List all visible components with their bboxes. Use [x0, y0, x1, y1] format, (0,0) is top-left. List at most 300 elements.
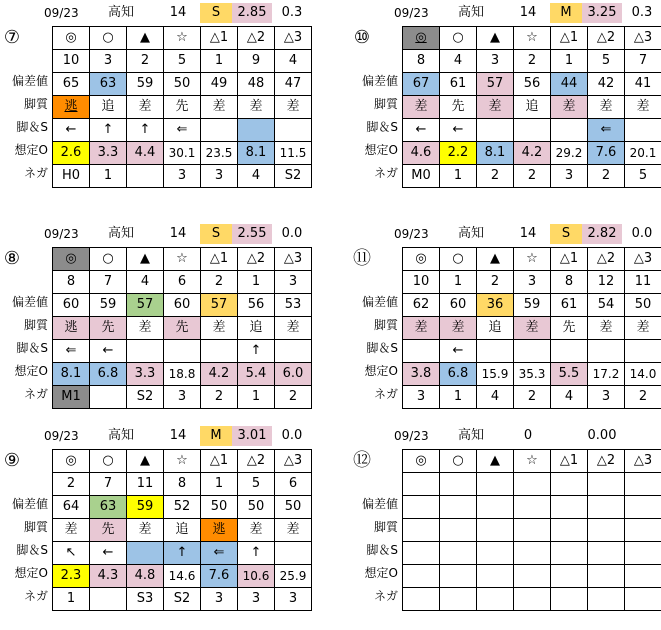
- running-style-cell: [403, 519, 440, 542]
- row-label: 想定O: [0, 139, 50, 162]
- deviation-cell: 67: [403, 73, 440, 96]
- prediction-grid: [52, 449, 312, 611]
- deviation-cell: [440, 496, 477, 519]
- horse-number-cell: 8: [551, 271, 588, 294]
- arrow-cell: [275, 340, 312, 363]
- row-label-spacer: [350, 245, 400, 268]
- horse-number-cell: [551, 473, 588, 496]
- odds-cell: 18.8: [164, 363, 201, 386]
- mark-cell: ○: [90, 27, 127, 50]
- odds-cell: 8.1: [477, 142, 514, 165]
- arrow-cell: [625, 119, 661, 142]
- running-style-cell: 追: [477, 317, 514, 340]
- pace-badge: S: [200, 224, 232, 244]
- nega-cell: [588, 588, 625, 611]
- mark-cell: ☆: [164, 248, 201, 271]
- nega-cell: [625, 588, 661, 611]
- horse-number-cell: 5: [238, 473, 275, 496]
- odds-cell: 30.1: [164, 142, 201, 165]
- horse-number-cell: 8: [403, 50, 440, 73]
- runner-count: 14: [166, 426, 190, 446]
- race-header: [350, 223, 661, 245]
- odds-cell: 6.8: [90, 363, 127, 386]
- odds-cell: 8.1: [238, 142, 275, 165]
- mark-cell: △2: [588, 27, 625, 50]
- mark-cell: △2: [238, 248, 275, 271]
- row-label: 想定O: [350, 360, 400, 383]
- deviation-cell: 60: [164, 294, 201, 317]
- deviation-cell: 49: [201, 73, 238, 96]
- horse-number-cell: 10: [403, 271, 440, 294]
- nega-row: [403, 588, 661, 611]
- arrow-cell: ←: [440, 340, 477, 363]
- mark-cell: △2: [588, 248, 625, 271]
- race-date: 09/23: [394, 426, 429, 446]
- arrow-cell: [514, 542, 551, 565]
- nega-cell: S2: [275, 165, 312, 188]
- running-style-cell: 差: [127, 96, 164, 119]
- row-label: 想定O: [350, 139, 400, 162]
- nega-cell: S2: [164, 588, 201, 611]
- nega-cell: 1: [440, 386, 477, 409]
- index-value: 2.55: [232, 224, 272, 244]
- nega-cell: 5: [625, 165, 661, 188]
- deviation-cell: 54: [588, 294, 625, 317]
- adjust-value: [622, 426, 661, 446]
- mark-cell: △1: [551, 450, 588, 473]
- race-date: 09/23: [44, 426, 79, 446]
- mark-cell: ○: [90, 450, 127, 473]
- pace-badge: [550, 426, 582, 446]
- running-style-cell: 逃: [201, 519, 238, 542]
- prediction-grid: [402, 247, 661, 409]
- horse-number-cell: 2: [53, 473, 90, 496]
- running-style-cell: 差: [238, 96, 275, 119]
- deviation-cell: 41: [625, 73, 661, 96]
- running-style-cell: [477, 519, 514, 542]
- horse-number-cell: 3: [514, 271, 551, 294]
- row-label: 偏差値: [0, 493, 50, 516]
- deviation-cell: [477, 496, 514, 519]
- row-label-spacer: [350, 268, 400, 291]
- row-label: ネガ: [0, 162, 50, 185]
- horse-number-cell: 1: [551, 50, 588, 73]
- horse-number-cell: 10: [53, 50, 90, 73]
- arrow-cell: ⇐: [201, 542, 238, 565]
- horse-number-cell: 2: [477, 271, 514, 294]
- running-style-cell: [514, 519, 551, 542]
- running-style-cell: 差: [275, 317, 312, 340]
- nega-cell: 3: [201, 588, 238, 611]
- odds-cell: [477, 565, 514, 588]
- running-style-cell: [625, 519, 661, 542]
- deviation-cell: 64: [53, 496, 90, 519]
- nega-cell: 2: [514, 386, 551, 409]
- deviation-cell: 42: [588, 73, 625, 96]
- deviation-cell: [625, 496, 661, 519]
- race-number: ⑩: [352, 28, 372, 48]
- running-style-cell: 差: [551, 96, 588, 119]
- horse-number-row: [53, 473, 312, 496]
- odds-cell: 2.2: [440, 142, 477, 165]
- mark-cell: ◎: [403, 27, 440, 50]
- odds-row: [53, 363, 312, 386]
- running-style-cell: 差: [514, 317, 551, 340]
- nega-cell: [90, 588, 127, 611]
- deviation-cell: 61: [551, 294, 588, 317]
- horse-number-row: [403, 473, 661, 496]
- arrow-cell: [403, 340, 440, 363]
- odds-cell: [588, 565, 625, 588]
- row-label-spacer: [0, 47, 50, 70]
- horse-number-cell: 2: [201, 271, 238, 294]
- running-style-cell: 差: [588, 317, 625, 340]
- running-style-cell: 差: [403, 96, 440, 119]
- deviation-row: [403, 496, 661, 519]
- running-style-cell: [551, 519, 588, 542]
- mark-cell: △3: [625, 450, 661, 473]
- deviation-cell: [403, 496, 440, 519]
- nega-cell: 2: [625, 386, 661, 409]
- odds-cell: 15.9: [477, 363, 514, 386]
- odds-cell: 3.3: [90, 142, 127, 165]
- pace-badge: S: [200, 3, 232, 23]
- arrow-cell: [403, 542, 440, 565]
- nega-cell: 2: [477, 165, 514, 188]
- horse-number-cell: 7: [90, 473, 127, 496]
- deviation-cell: 65: [53, 73, 90, 96]
- venue-name: 高知: [458, 3, 508, 23]
- horse-number-cell: [625, 473, 661, 496]
- race-number: ⑪: [352, 249, 372, 269]
- running-style-cell: 追: [164, 519, 201, 542]
- row-label: 脚質: [350, 314, 400, 337]
- odds-cell: 5.5: [551, 363, 588, 386]
- arrow-row: [403, 340, 661, 363]
- arrow-cell: [551, 119, 588, 142]
- race-panel: [350, 223, 661, 428]
- race-panel: [0, 223, 320, 428]
- odds-cell: 11.5: [275, 142, 312, 165]
- odds-cell: 4.3: [90, 565, 127, 588]
- deviation-row: [53, 294, 312, 317]
- odds-cell: 6.0: [275, 363, 312, 386]
- running-style-row: [403, 317, 661, 340]
- nega-cell: M1: [53, 386, 90, 409]
- race-panel: [350, 425, 661, 630]
- row-label: 偏差値: [350, 70, 400, 93]
- horse-number-row: [53, 50, 312, 73]
- odds-cell: 4.6: [403, 142, 440, 165]
- running-style-cell: 差: [440, 317, 477, 340]
- adjust-value: 0.3: [272, 3, 312, 23]
- row-label-spacer: [350, 470, 400, 493]
- odds-cell: [440, 565, 477, 588]
- running-style-cell: 差: [53, 519, 90, 542]
- row-label: 脚＆S: [0, 116, 50, 139]
- mark-cell: ☆: [164, 27, 201, 50]
- running-style-cell: 差: [201, 96, 238, 119]
- horse-number-cell: 3: [90, 50, 127, 73]
- row-label-spacer: [0, 245, 50, 268]
- race-number: ⑦: [2, 28, 22, 48]
- running-style-cell: 差: [403, 317, 440, 340]
- deviation-cell: 50: [164, 73, 201, 96]
- deviation-cell: 57: [201, 294, 238, 317]
- arrow-cell: [588, 340, 625, 363]
- mark-cell: △3: [275, 450, 312, 473]
- index-value: 2.85: [232, 3, 272, 23]
- mark-cell: ◎: [403, 450, 440, 473]
- arrow-cell: [477, 119, 514, 142]
- horse-number-row: [403, 271, 661, 294]
- odds-cell: 7.6: [201, 565, 238, 588]
- nega-cell: 2: [588, 165, 625, 188]
- nega-cell: 2: [201, 386, 238, 409]
- deviation-cell: 59: [127, 73, 164, 96]
- running-style-cell: [588, 519, 625, 542]
- running-style-cell: 差: [127, 317, 164, 340]
- deviation-cell: 53: [275, 294, 312, 317]
- odds-cell: 6.8: [440, 363, 477, 386]
- row-label-spacer: [0, 447, 50, 470]
- running-style-cell: 差: [275, 96, 312, 119]
- odds-cell: 8.1: [53, 363, 90, 386]
- horse-number-cell: 3: [275, 271, 312, 294]
- row-label: 脚質: [350, 516, 400, 539]
- row-label: 想定O: [0, 360, 50, 383]
- horse-number-cell: 6: [164, 271, 201, 294]
- deviation-cell: 59: [127, 496, 164, 519]
- arrow-cell: ↑: [127, 119, 164, 142]
- prediction-grid: [402, 449, 661, 611]
- horse-number-cell: 5: [588, 50, 625, 73]
- row-label-spacer: [0, 24, 50, 47]
- venue-name: 高知: [108, 224, 158, 244]
- mark-row: [403, 450, 661, 473]
- index-value: 2.82: [582, 224, 622, 244]
- nega-cell: 4: [551, 386, 588, 409]
- horse-number-cell: 1: [201, 473, 238, 496]
- mark-cell: ◎: [403, 248, 440, 271]
- nega-cell: 3: [551, 165, 588, 188]
- odds-cell: [551, 565, 588, 588]
- running-style-cell: 追: [238, 317, 275, 340]
- row-label: 脚＆S: [350, 539, 400, 562]
- pace-badge: S: [550, 224, 582, 244]
- deviation-cell: 50: [238, 496, 275, 519]
- odds-cell: 4.2: [514, 142, 551, 165]
- index-value: 3.01: [232, 426, 272, 446]
- arrow-row: [403, 542, 661, 565]
- nega-cell: 1: [238, 386, 275, 409]
- runner-count: 14: [166, 224, 190, 244]
- race-header: [0, 2, 320, 24]
- running-style-cell: 先: [164, 317, 201, 340]
- horse-number-cell: 1: [440, 271, 477, 294]
- row-label: 脚＆S: [0, 539, 50, 562]
- mark-row: [53, 27, 312, 50]
- race-panel: [0, 2, 320, 207]
- race-number: ⑨: [2, 451, 22, 471]
- arrow-cell: ↑: [90, 119, 127, 142]
- odds-row: [53, 142, 312, 165]
- row-label: 脚質: [350, 93, 400, 116]
- nega-cell: [90, 386, 127, 409]
- arrow-row: [403, 119, 661, 142]
- running-style-row: [403, 96, 661, 119]
- arrow-cell: [201, 119, 238, 142]
- prediction-grid: [52, 26, 312, 188]
- runner-count: 14: [166, 3, 190, 23]
- mark-cell: △1: [201, 27, 238, 50]
- horse-number-cell: 8: [53, 271, 90, 294]
- race-number: ⑧: [2, 249, 22, 269]
- row-label-spacer: [0, 268, 50, 291]
- nega-row: [53, 386, 312, 409]
- nega-cell: 3: [164, 386, 201, 409]
- nega-cell: S3: [127, 588, 164, 611]
- deviation-cell: 47: [275, 73, 312, 96]
- nega-cell: 1: [440, 165, 477, 188]
- odds-cell: 20.1: [625, 142, 661, 165]
- mark-cell: △1: [201, 450, 238, 473]
- mark-cell: ▲: [477, 248, 514, 271]
- race-date: 09/23: [394, 3, 429, 23]
- mark-cell: ☆: [164, 450, 201, 473]
- deviation-cell: 61: [440, 73, 477, 96]
- running-style-cell: 差: [625, 96, 661, 119]
- race-date: 09/23: [44, 224, 79, 244]
- horse-number-cell: 11: [625, 271, 661, 294]
- horse-number-cell: 1: [238, 271, 275, 294]
- horse-number-cell: 4: [275, 50, 312, 73]
- index-value: 3.25: [582, 3, 622, 23]
- mark-cell: ▲: [127, 248, 164, 271]
- deviation-cell: 50: [275, 496, 312, 519]
- arrow-row: [53, 119, 312, 142]
- arrow-cell: ←: [90, 542, 127, 565]
- deviation-row: [403, 294, 661, 317]
- running-style-cell: 差: [625, 317, 661, 340]
- mark-cell: ○: [440, 248, 477, 271]
- mark-cell: △1: [551, 27, 588, 50]
- nega-cell: [403, 588, 440, 611]
- race-panel: [350, 2, 661, 207]
- arrow-cell: ←: [403, 119, 440, 142]
- arrow-cell: ←: [90, 340, 127, 363]
- arrow-cell: [551, 340, 588, 363]
- race-number: ⑫: [352, 451, 372, 471]
- deviation-cell: 60: [53, 294, 90, 317]
- arrow-cell: [275, 542, 312, 565]
- row-label: 脚質: [0, 93, 50, 116]
- deviation-row: [53, 496, 312, 519]
- deviation-cell: [514, 496, 551, 519]
- odds-cell: [625, 565, 661, 588]
- mark-cell: △1: [551, 248, 588, 271]
- mark-cell: △3: [275, 27, 312, 50]
- runner-count: 14: [516, 224, 540, 244]
- odds-cell: 23.5: [201, 142, 238, 165]
- race-panel: [0, 425, 320, 630]
- row-label: 想定O: [350, 562, 400, 585]
- mark-cell: ▲: [477, 27, 514, 50]
- horse-number-cell: 5: [164, 50, 201, 73]
- running-style-cell: 逃: [53, 317, 90, 340]
- arrow-cell: [625, 340, 661, 363]
- nega-cell: 1: [90, 165, 127, 188]
- adjust-value: 0.0: [272, 224, 312, 244]
- running-style-cell: 先: [90, 519, 127, 542]
- row-label-spacer: [0, 470, 50, 493]
- horse-number-cell: 8: [164, 473, 201, 496]
- arrow-cell: [127, 340, 164, 363]
- arrow-cell: [440, 542, 477, 565]
- arrow-cell: [164, 340, 201, 363]
- deviation-row: [403, 73, 661, 96]
- venue-name: 高知: [458, 426, 508, 446]
- horse-number-cell: 1: [201, 50, 238, 73]
- arrow-cell: [127, 542, 164, 565]
- nega-cell: H0: [53, 165, 90, 188]
- running-style-row: [403, 519, 661, 542]
- mark-cell: ▲: [477, 450, 514, 473]
- horse-number-cell: 12: [588, 271, 625, 294]
- mark-row: [403, 27, 661, 50]
- horse-number-row: [403, 50, 661, 73]
- mark-cell: ◎: [53, 27, 90, 50]
- deviation-cell: 59: [90, 294, 127, 317]
- row-label: 脚質: [0, 314, 50, 337]
- mark-cell: ▲: [127, 27, 164, 50]
- nega-row: [53, 588, 312, 611]
- arrow-cell: ↑: [164, 542, 201, 565]
- nega-cell: S2: [127, 386, 164, 409]
- row-label: ネガ: [350, 585, 400, 608]
- row-label-spacer: [350, 47, 400, 70]
- arrow-cell: ⇐: [588, 119, 625, 142]
- odds-cell: 2.3: [53, 565, 90, 588]
- horse-number-cell: 3: [477, 50, 514, 73]
- adjust-value: 0.3: [622, 3, 661, 23]
- deviation-cell: [588, 496, 625, 519]
- row-label-spacer: [350, 24, 400, 47]
- odds-cell: 4.4: [127, 142, 164, 165]
- row-labels: [350, 245, 400, 406]
- nega-cell: 4: [238, 165, 275, 188]
- venue-name: 高知: [108, 426, 158, 446]
- running-style-cell: 先: [90, 317, 127, 340]
- odds-cell: 4.8: [127, 565, 164, 588]
- race-header: [350, 425, 661, 447]
- adjust-value: 0.0: [622, 224, 661, 244]
- row-label: ネガ: [0, 585, 50, 608]
- arrow-cell: [514, 119, 551, 142]
- horse-number-cell: 4: [440, 50, 477, 73]
- nega-cell: [477, 588, 514, 611]
- nega-cell: [514, 588, 551, 611]
- mark-cell: ◎: [53, 450, 90, 473]
- running-style-cell: 差: [477, 96, 514, 119]
- horse-number-cell: [514, 473, 551, 496]
- odds-row: [403, 363, 661, 386]
- mark-cell: △2: [588, 450, 625, 473]
- race-date: 09/23: [44, 3, 79, 23]
- odds-row: [403, 565, 661, 588]
- running-style-cell: 追: [90, 96, 127, 119]
- running-style-row: [53, 96, 312, 119]
